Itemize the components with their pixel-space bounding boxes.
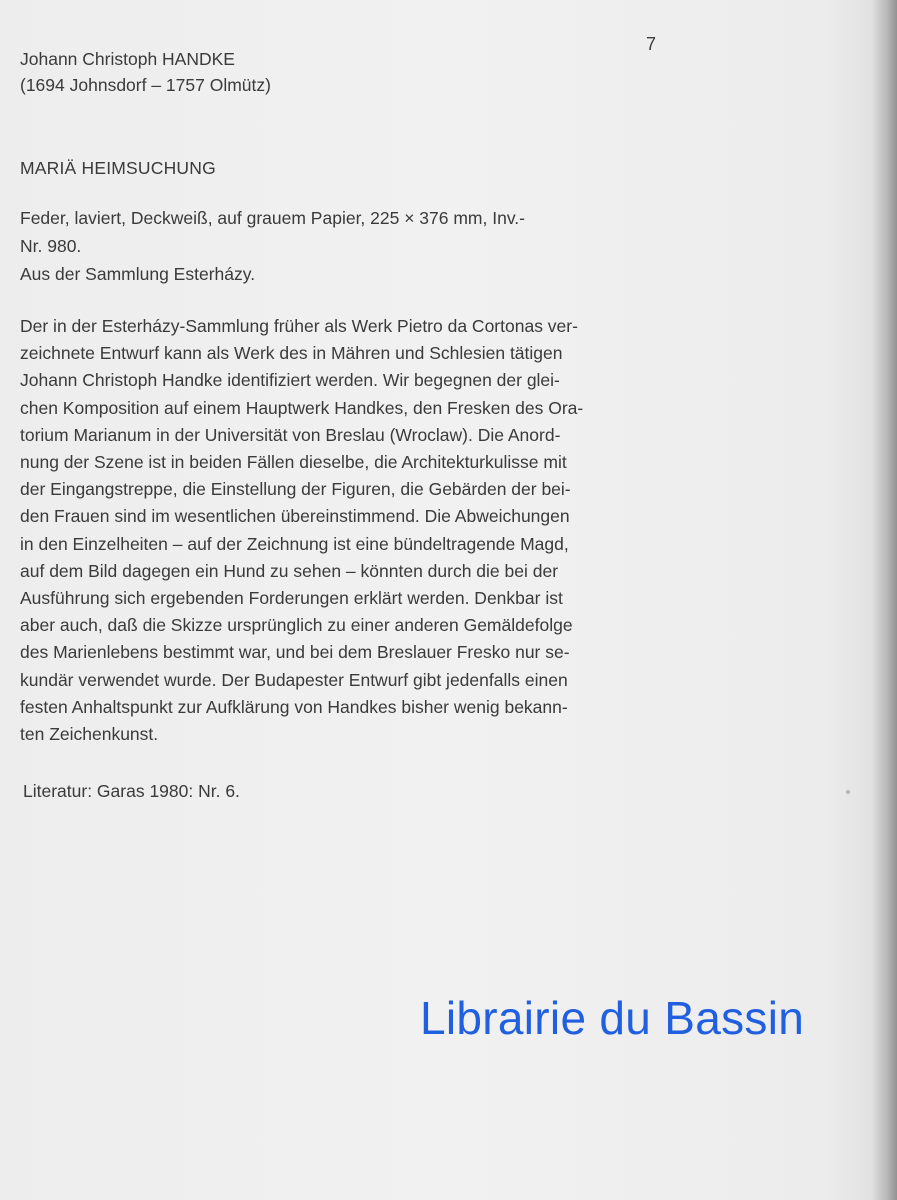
body-paragraph [20,313,670,748]
body-line: in den Einzelheiten – auf der Zeichnung ist eine bündeltragende Magd, [20,533,569,554]
body-line: festen Anhaltspunkt zur Aufklärung von Handkes bisher wenig bekann- [20,696,568,717]
body-line: Ausführung sich ergebenden Forderungen erklärt werden. Denkbar ist [20,588,563,609]
work-title: MARIÄ HEIMSUCHUNG [20,158,216,178]
page-edge-shadow [872,0,897,1200]
body-line: chen Komposition auf einem Hauptwerk Handkes, den Fresken des Ora- [20,397,584,418]
author-life-dates: (1694 Johnsdorf – 1757 Olmütz) [20,75,271,95]
body-line: torium Marianum in der Universität von Breslau (Wroclaw). Die Anord- [20,424,561,445]
page-number: 7 [646,34,657,54]
literature-reference: Literatur: Garas 1980: Nr. 6. [23,781,240,801]
body-line: den Frauen sind im wesentlichen übereinstimmend. Die Abweichungen [20,506,570,527]
body-line: auf dem Bild dagegen ein Hund zu sehen – könnten durch die bei der [20,560,559,581]
body-line: nung der Szene ist in beiden Fällen dieselbe, die Architekturkulisse mit [20,452,567,473]
body-line: kundär verwendet wurde. Der Budapester Entwurf gibt jedenfalls einen [20,669,568,690]
paper-speck [846,790,850,794]
body-line: zeichnete Entwurf kann als Werk des in Mähren und Schlesien tätigen [20,343,563,364]
provenance: Aus der Sammlung Esterházy. [20,264,256,284]
body-line: der Eingangstreppe, die Einstellung der Figuren, die Gebärden der bei- [20,479,571,500]
technique-line-1: Feder, laviert, Deckweiß, auf grauem Papier, 225 × 376 mm, Inv.- [20,208,525,228]
technique-line-2: Nr. 980. [20,236,82,256]
technique-block [20,204,525,288]
author-block [20,46,271,98]
body-line: Johann Christoph Handke identifiziert werden. Wir begegnen der glei- [20,370,560,391]
body-line: aber auch, daß die Skizze ursprünglich zu einer anderen Gemäldefolge [20,615,573,636]
watermark-text: Librairie du Bassin [420,992,805,1044]
body-line: ten Zeichenkunst. [20,724,159,745]
body-line: des Marienlebens bestimmt war, und bei dem Breslauer Fresko nur se- [20,642,570,663]
body-line: Der in der Esterházy-Sammlung früher als Werk Pietro da Cortonas ver- [20,316,578,336]
author-name: Johann Christoph HANDKE [20,49,235,69]
